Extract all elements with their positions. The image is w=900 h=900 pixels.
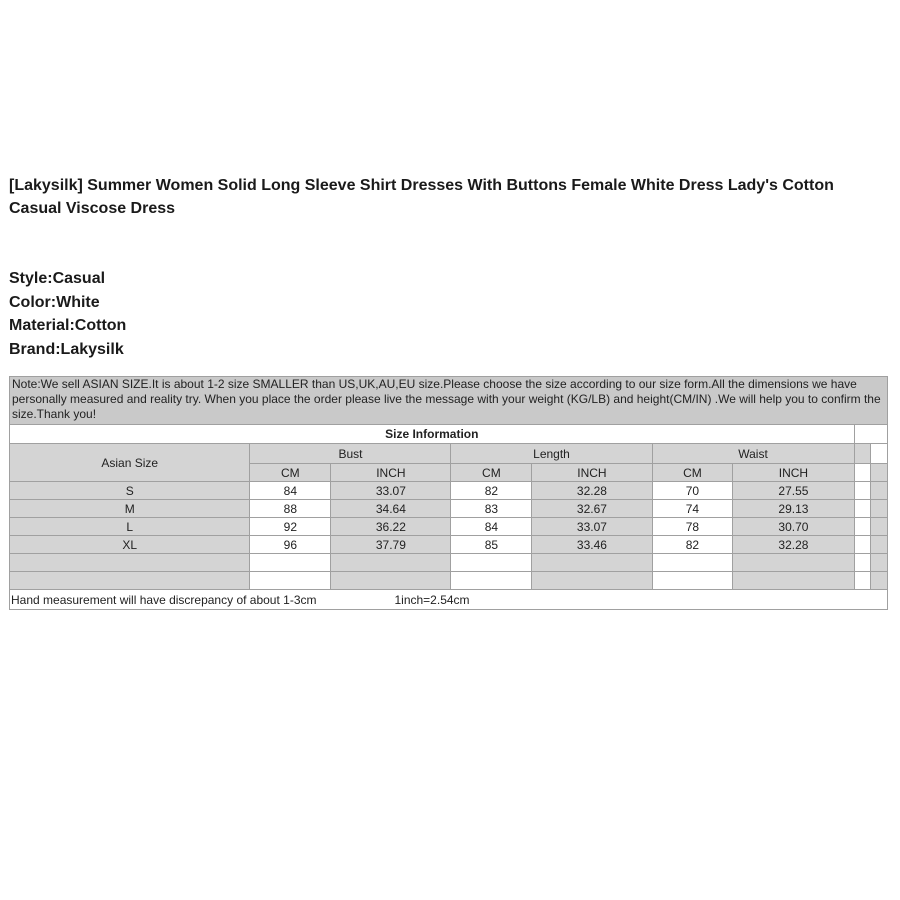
empty-cell xyxy=(870,572,887,590)
table-row xyxy=(10,482,888,500)
bust-inch-value: 37.79 xyxy=(331,536,451,554)
attribute-material: Material:Cotton xyxy=(9,317,127,334)
attribute-brand: Brand:Lakysilk xyxy=(9,340,124,358)
waist-cm-value: 78 xyxy=(652,518,733,536)
unit-header: CM xyxy=(652,464,733,482)
size-chart-table xyxy=(9,376,888,610)
waist-header: Waist xyxy=(652,444,854,464)
table-row xyxy=(10,536,888,554)
inch-conversion-note: 1inch=2.54cm xyxy=(394,592,470,607)
size-label: L xyxy=(10,518,250,536)
empty-cell xyxy=(854,482,870,500)
waist-cm-value: 82 xyxy=(652,536,733,554)
empty-cell xyxy=(451,554,532,572)
length-header: Length xyxy=(451,444,652,464)
empty-cell xyxy=(10,572,250,590)
empty-cell xyxy=(854,464,870,482)
waist-cm-value: 70 xyxy=(652,482,733,500)
size-label: M xyxy=(10,500,250,518)
length-inch-value: 32.67 xyxy=(532,500,652,518)
empty-cell xyxy=(652,572,733,590)
measurement-footer xyxy=(10,590,888,610)
bust-cm-value: 84 xyxy=(250,482,331,500)
empty-cell xyxy=(652,554,733,572)
size-note: Note:We sell ASIAN SIZE.It is about 1-2 size SMALLER than US,UK,AU,EU size.Please choose the size according to our size form.All the dimensions we have personally measured and reality try. When you place the order please live the message with your weight (KG/LB) and height(CM/IN) .We will help you to confirm the size.Thank you! xyxy=(10,377,888,425)
waist-inch-value: 32.28 xyxy=(733,536,854,554)
length-cm-value: 85 xyxy=(451,536,532,554)
attribute-color: Color:White xyxy=(9,293,100,311)
table-row xyxy=(10,500,888,518)
empty-cell xyxy=(870,554,887,572)
empty-cell xyxy=(532,572,652,590)
empty-cell xyxy=(250,572,331,590)
size-information-heading: Size Information xyxy=(10,425,855,444)
empty-cell xyxy=(870,464,887,482)
waist-cm-value: 74 xyxy=(652,500,733,518)
length-inch-value: 33.46 xyxy=(532,536,652,554)
empty-cell xyxy=(854,500,870,518)
product-title: [Lakysilk] Summer Women Solid Long Sleeve Shirt Dresses With Buttons Female White Dress Lady's Cotton Casual Viscose Dress xyxy=(9,177,834,217)
empty-cell xyxy=(331,572,451,590)
bust-inch-value: 33.07 xyxy=(331,482,451,500)
attribute-style: Style:Casual xyxy=(9,270,106,287)
asian-size-header: Asian Size xyxy=(10,444,250,482)
waist-inch-value: 30.70 xyxy=(733,518,854,536)
empty-cell xyxy=(870,518,887,536)
table-row xyxy=(10,518,888,536)
bust-cm-value: 92 xyxy=(250,518,331,536)
empty-cell xyxy=(854,554,870,572)
product-attributes xyxy=(9,267,126,361)
unit-header: INCH xyxy=(733,464,854,482)
empty-cell xyxy=(733,572,854,590)
bust-inch-value: 34.64 xyxy=(331,500,451,518)
unit-header: CM xyxy=(451,464,532,482)
empty-cell xyxy=(870,500,887,518)
empty-cell xyxy=(870,536,887,554)
empty-cell xyxy=(331,554,451,572)
table-row-empty xyxy=(10,554,888,572)
empty-cell xyxy=(854,536,870,554)
unit-header: CM xyxy=(250,464,331,482)
length-inch-value: 33.07 xyxy=(532,518,652,536)
bust-header: Bust xyxy=(250,444,451,464)
bust-cm-value: 88 xyxy=(250,500,331,518)
unit-header: INCH xyxy=(331,464,451,482)
size-label: S xyxy=(10,482,250,500)
bust-inch-value: 36.22 xyxy=(331,518,451,536)
empty-cell xyxy=(532,554,652,572)
length-cm-value: 82 xyxy=(451,482,532,500)
length-cm-value: 83 xyxy=(451,500,532,518)
empty-cell xyxy=(250,554,331,572)
discrepancy-note: Hand measurement will have discrepancy of about 1-3cm xyxy=(11,592,317,607)
table-row-empty xyxy=(10,572,888,590)
empty-cell xyxy=(451,572,532,590)
length-cm-value: 84 xyxy=(451,518,532,536)
waist-inch-value: 29.13 xyxy=(733,500,854,518)
bust-cm-value: 96 xyxy=(250,536,331,554)
empty-cell xyxy=(854,425,887,444)
empty-cell xyxy=(854,444,870,464)
empty-cell xyxy=(870,444,887,464)
waist-inch-value: 27.55 xyxy=(733,482,854,500)
size-label: XL xyxy=(10,536,250,554)
empty-cell xyxy=(733,554,854,572)
unit-header: INCH xyxy=(532,464,652,482)
empty-cell xyxy=(870,482,887,500)
empty-cell xyxy=(10,554,250,572)
empty-cell xyxy=(854,518,870,536)
empty-cell xyxy=(854,572,870,590)
length-inch-value: 32.28 xyxy=(532,482,652,500)
